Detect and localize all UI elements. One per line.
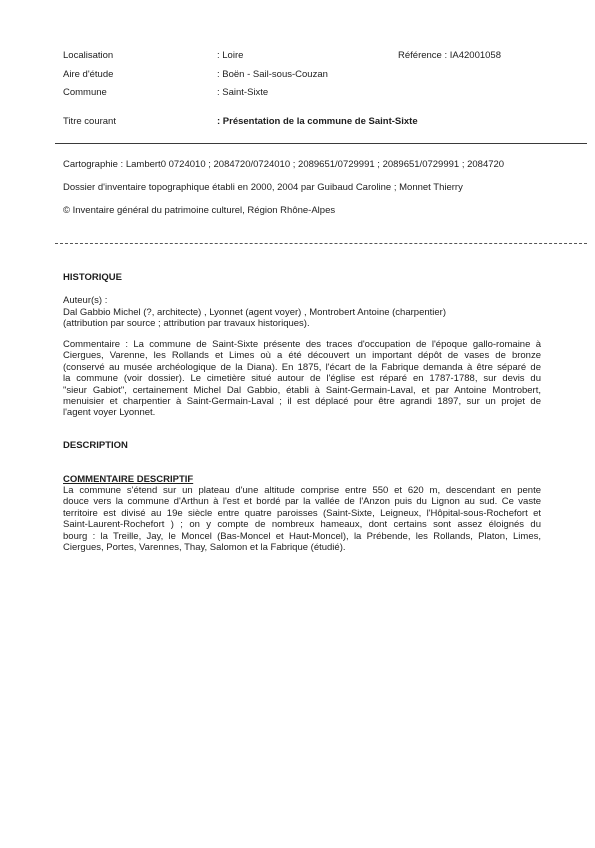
- meta-divider: [55, 243, 587, 244]
- description-line: bourg : la Treille, Jay, le Moncel (Bas-Moncel et Haut-Moncel), la Prébende, les Rollands, Platon, Limes,: [63, 530, 541, 542]
- auteurs-line-2: (attribution par source ; attribution par travaux historiques).: [63, 318, 310, 329]
- localisation-value: : Loire: [217, 50, 244, 61]
- reference: Référence : IA42001058: [398, 50, 501, 61]
- description-line: La commune s'étend sur un plateau d'une altitude comprise entre 550 et 620 m, descendant en pente: [63, 485, 541, 496]
- cartographie: Cartographie : Lambert0 0724010 ; 2084720/0724010 ; 2089651/0729991 ; 2089651/0729991 ; 2084720: [63, 159, 505, 170]
- auteurs-label: Auteur(s) :: [63, 295, 108, 306]
- description-line: Saint-Laurent-Rochefort ) ; on y compte de nombreux hameaux, dont certains sont assez éloignés du: [63, 519, 541, 531]
- commune-label: Commune: [63, 87, 107, 98]
- description-line: douce vers la commune d'Arthun à l'est et bordé par la vallée de l'Anzon puis du Lignon au sud. Ce vaste: [63, 496, 541, 508]
- copyright: © Inventaire général du patrimoine culturel, Région Rhône-Alpes: [63, 205, 336, 216]
- historique-commentaire: [63, 339, 541, 419]
- description-line: Ciergues, Portes, Varennes, Thay, Salomon et la Fabrique (étudié).: [63, 542, 346, 554]
- commentaire-line: menuisier et charpentier à Saint-Germain-Laval ; il est déplacé pour être agrandi 1897, sur un projet de: [63, 396, 541, 408]
- aire-value: : Boën - Sail-sous-Couzan: [217, 69, 328, 80]
- auteurs-line-1: Dal Gabbio Michel (?, architecte) , Lyonnet (agent voyer) , Montrobert Antoine (charpentier): [63, 307, 447, 318]
- dossier: Dossier d'inventaire topographique établi en 2000, 2004 par Guibaud Caroline ; Monnet Thierry: [63, 182, 463, 193]
- aire-label: Aire d'étude: [63, 69, 114, 80]
- commentaire-line: "sieur Gabiot", certainement Michel Dal Gabbio, établi à Saint-Germain-Laval, et par Antoine Montrobert,: [63, 384, 541, 396]
- localisation-label: Localisation: [63, 50, 114, 61]
- description-heading: DESCRIPTION: [63, 440, 128, 451]
- header-divider: [55, 143, 587, 144]
- titre-value: : Présentation de la commune de Saint-Sixte: [217, 116, 418, 127]
- titre-label: Titre courant: [63, 116, 116, 127]
- commentaire-line: la commune (voir dossier). Le cimetière situé autour de l'église est réparé en 1787-1788, sur devis du: [63, 373, 541, 385]
- commune-value: : Saint-Sixte: [217, 87, 269, 98]
- commentaire-line: (conservé au musée archéologique de la Diana). En 1875, l'écart de la Fabrique demanda à être séparé de: [63, 361, 541, 373]
- commentaire-descriptif-heading: COMMENTAIRE DESCRIPTIF: [63, 474, 194, 485]
- commentaire-line: Commentaire : La commune de Saint-Sixte présente des traces d'occupation de l'époque gallo-romaine à: [63, 339, 541, 350]
- historique-heading: HISTORIQUE: [63, 272, 122, 283]
- commentaire-line: Ciergues, Varenne, les Rollands et Limes où a été découvert un important dépôt de vases de bronze: [63, 350, 541, 362]
- commentaire-line: l'agent voyer Lyonnet.: [63, 407, 156, 419]
- description-text: [63, 485, 541, 553]
- description-line: territoire est divisé au 19e siècle entre quatre paroisses (Saint-Sixte, Leigneux, l'Hôpital-sous-Rochefort et: [63, 507, 541, 519]
